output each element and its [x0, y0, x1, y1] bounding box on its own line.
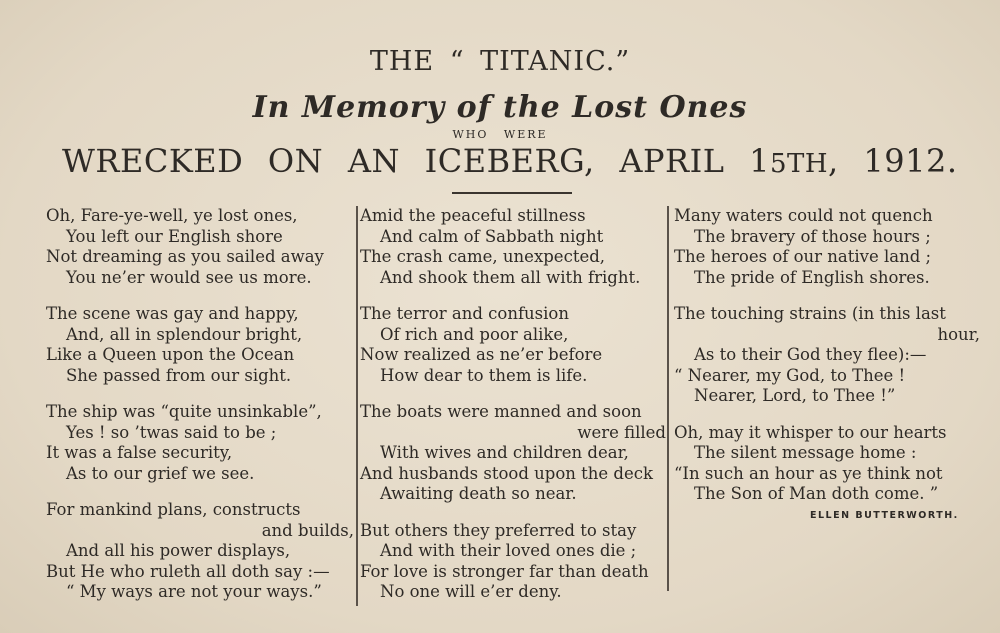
verse-line: But others they preferred to stay	[360, 520, 637, 540]
stanza	[674, 304, 980, 407]
title-wrecked-year: , 1912.	[828, 142, 958, 180]
verse-line: The terror and confusion	[360, 304, 569, 323]
verse-line: Yes ! so ’twas said to be ;	[66, 422, 277, 442]
stanza	[46, 500, 354, 603]
title-wrecked-th: 5TH	[769, 149, 829, 179]
title-wrecked-main: WRECKED ON AN ICEBERG, APRIL 1	[62, 142, 770, 180]
stanza	[46, 402, 354, 484]
column-divider-2	[667, 206, 669, 591]
column-divider-1	[356, 206, 358, 606]
verse-line: and builds,	[261, 520, 354, 540]
verse-line: Amid the peaceful stillness	[360, 206, 586, 225]
verse-line: And all his power displays,	[66, 541, 291, 560]
verse-line: It was a false security,	[46, 443, 233, 462]
verse-line: And shook them all with fright.	[380, 267, 641, 287]
verse-line: The Son of Man doth come. ”	[694, 484, 939, 503]
verse-line: With wives and children dear,	[380, 443, 629, 462]
verse-line: How dear to them is life.	[380, 365, 588, 385]
verse-line: As to our grief we see.	[66, 463, 255, 483]
title-ship-name: THE “ TITANIC.”	[369, 46, 631, 77]
stanza	[360, 206, 666, 288]
verse-line: Nearer, Lord, to Thee !”	[694, 386, 896, 405]
verse-line: “ Nearer, my God, to Thee !	[674, 365, 906, 385]
verse-line: And with their loved ones die ;	[380, 541, 637, 560]
verse-line: Many waters could not quench	[674, 206, 933, 225]
title-memorial: In Memory of the Lost Ones	[252, 90, 748, 125]
poem-column-3	[674, 206, 980, 521]
title-who-were: WHO WERE	[452, 128, 548, 141]
stanza	[46, 206, 354, 288]
verse-line: were filled	[577, 422, 666, 442]
verse-line: For mankind plans, constructs	[46, 500, 301, 519]
verse-line: You ne’er would see us more.	[66, 267, 312, 287]
verse-line: The boats were manned and soon	[360, 402, 642, 421]
verse-line: “ My ways are not your ways.”	[66, 582, 322, 601]
verse-line: And husbands stood upon the deck	[360, 463, 653, 483]
verse-line: The silent message home :	[694, 443, 917, 462]
stanza	[360, 402, 666, 505]
stanza	[360, 521, 666, 603]
stanza	[360, 304, 666, 386]
verse-line: Of rich and poor alike,	[380, 324, 569, 344]
stanza	[674, 423, 980, 505]
verse-line: She passed from our sight.	[66, 365, 292, 385]
verse-line: “In such an hour as ye think not	[674, 463, 943, 483]
verse-line: Oh, may it whisper to our hearts	[674, 422, 947, 442]
stanza	[674, 206, 980, 288]
verse-line: hour,	[937, 324, 980, 344]
verse-line: The ship was “quite unsinkable”,	[46, 402, 322, 421]
verse-line: The bravery of those hours ;	[694, 226, 931, 246]
stanza	[46, 304, 354, 386]
verse-line: Not dreaming as you sailed away	[46, 247, 324, 266]
verse-line: The heroes of our native land ;	[674, 247, 932, 266]
verse-line: For love is stronger far than death	[360, 561, 649, 581]
verse-line: Oh, Fare-ye-well, ye lost ones,	[46, 206, 298, 225]
verse-line: No one will e’er deny.	[380, 582, 562, 601]
verse-line: The crash came, unexpected,	[360, 247, 606, 266]
verse-line: The touching strains (in this last	[674, 304, 946, 323]
verse-line: Like a Queen upon the Ocean	[46, 345, 295, 364]
author-credit: ELLEN BUTTERWORTH.	[810, 510, 959, 521]
poem-column-2	[360, 206, 666, 619]
verse-line: The pride of English shores.	[694, 267, 930, 287]
verse-line: As to their God they flee):—	[694, 345, 927, 364]
verse-line: But He who ruleth all doth say :—	[46, 561, 330, 581]
title-wrecked	[62, 142, 962, 180]
verse-line: Now realized as ne’er before	[360, 345, 603, 364]
verse-line: You left our English shore	[66, 226, 283, 246]
verse-line: Awaiting death so near.	[380, 484, 577, 503]
poem-column-1	[46, 206, 354, 619]
title-divider	[452, 192, 572, 194]
verse-line: The scene was gay and happy,	[46, 304, 299, 323]
verse-line: And, all in splendour bright,	[66, 324, 303, 344]
verse-line: And calm of Sabbath night	[380, 226, 604, 246]
